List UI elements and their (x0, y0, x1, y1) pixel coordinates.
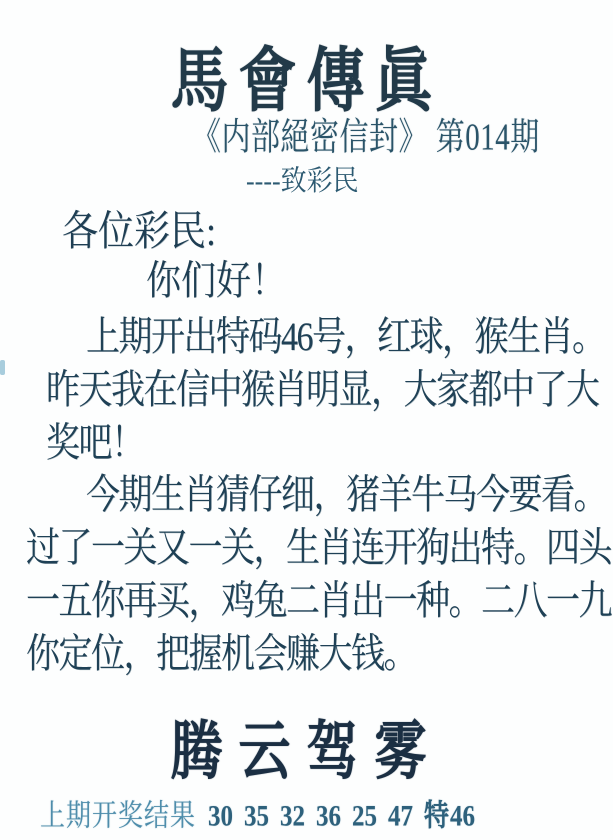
letter-line: 奖吧！ (46, 421, 144, 466)
result-number: 36 (316, 800, 342, 833)
letter-line: 上期开出特码46号，红球，猴生肖。 (86, 315, 605, 360)
letter-line: 一五你再买，鸡兔二肖出一种。二八一九 (26, 579, 611, 624)
special-number-prefix: 特 (424, 800, 450, 833)
letter-line: 今期生肖猜仔细，猪羊牛马今要看。 (86, 473, 606, 518)
result-number: 25 (352, 800, 378, 833)
masthead-title: 馬會傳眞 (170, 42, 443, 120)
results-line (40, 792, 475, 835)
special-number: 46 (450, 800, 476, 833)
greeting-line: 你们好！ (146, 258, 287, 304)
salutation: 各位彩民: (62, 208, 217, 255)
slogan: 腾云驾雾 (170, 718, 443, 788)
dedication-line: ----致彩民 (246, 164, 359, 197)
scan-artifact (0, 360, 5, 375)
letter-line: 昨天我在信中猴肖明显，大家都中了大 (46, 368, 599, 413)
results-label: 上期开奖结果 (40, 800, 197, 833)
letter-line: 你定位，把握机会赚大钱。 (26, 632, 416, 677)
result-number: 30 (208, 800, 234, 833)
letter-line: 过了一关又一关，生肖连开狗出特。四头 (26, 526, 611, 571)
result-number: 32 (280, 800, 306, 833)
masthead-subtitle: 《内部絕密信封》 第014期 (192, 117, 540, 159)
result-number: 47 (388, 800, 414, 833)
result-number: 35 (244, 800, 270, 833)
